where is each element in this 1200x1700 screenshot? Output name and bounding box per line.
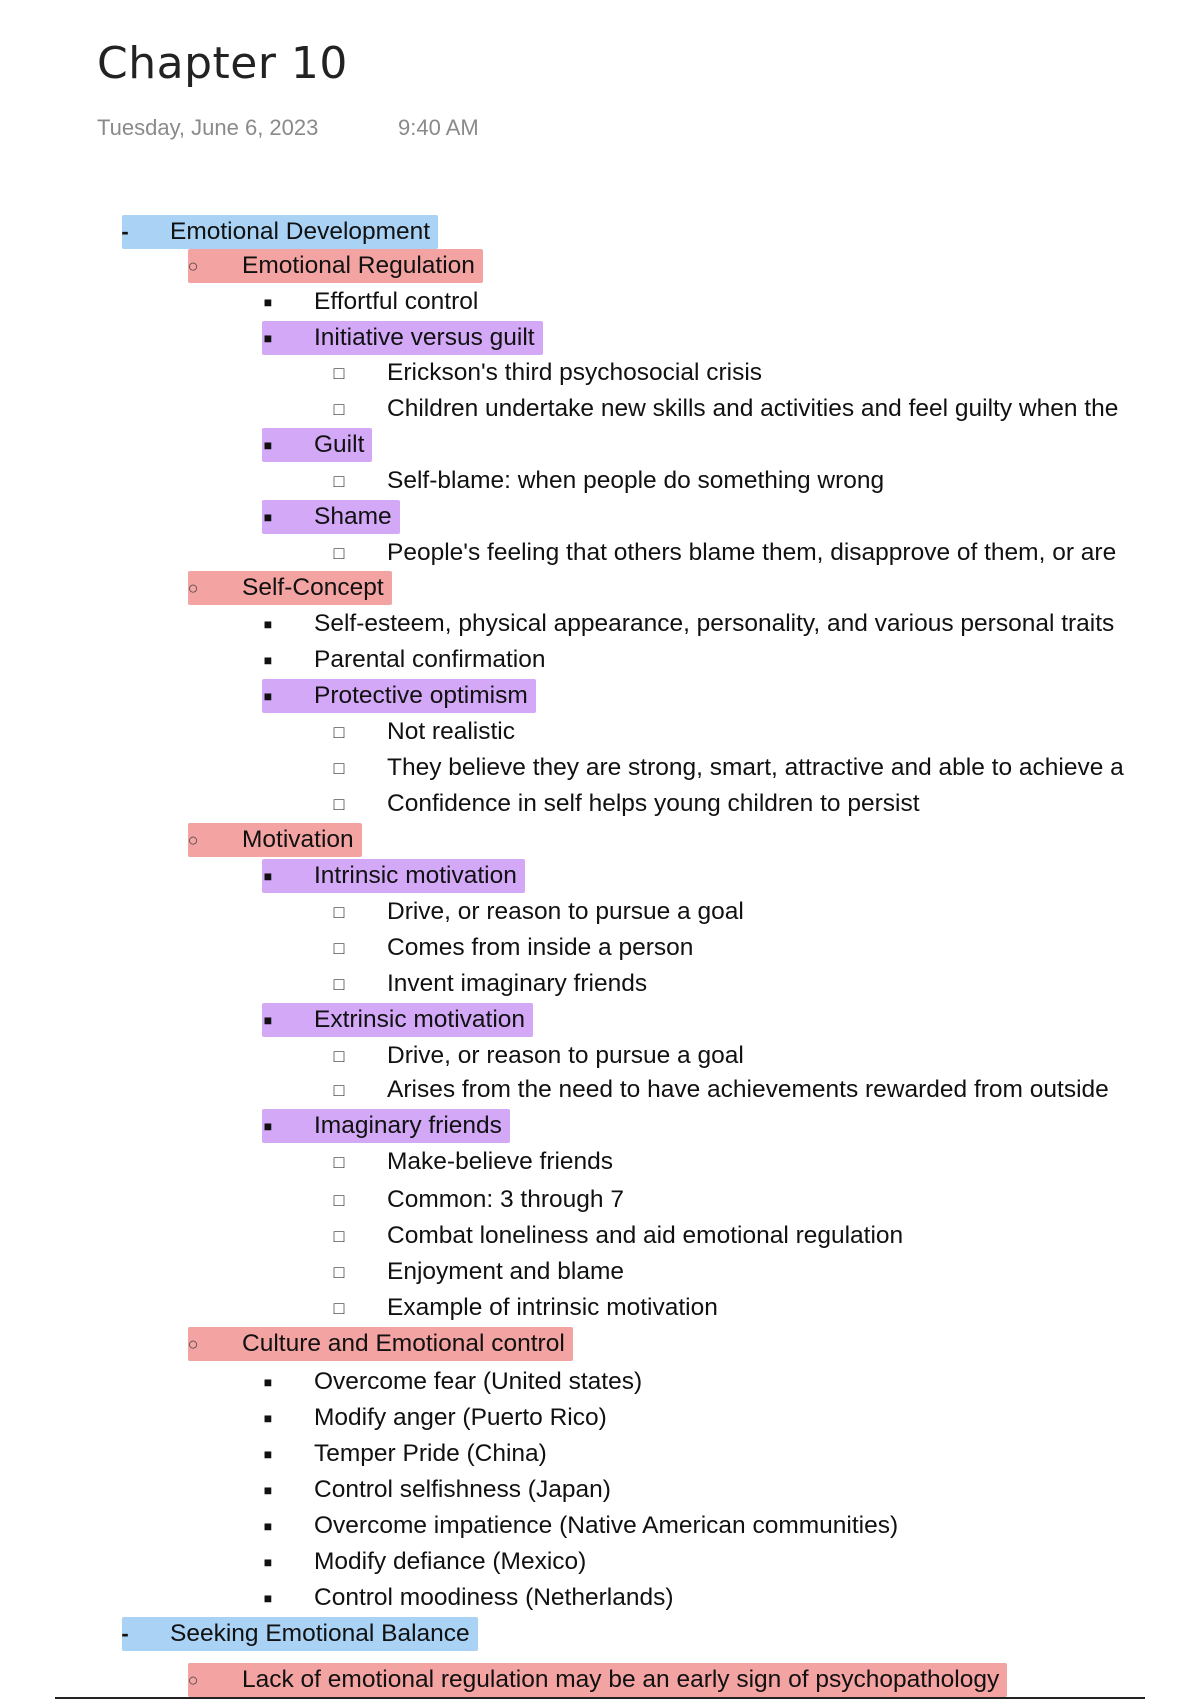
bullet-icon: ■ — [263, 1554, 273, 1570]
outline-item-text[interactable]: Control selfishness (Japan) — [314, 1476, 611, 1503]
bullet-icon: ■ — [263, 509, 273, 525]
outline-item-level-3[interactable] — [0, 1364, 1200, 1400]
outline-item-text[interactable]: Temper Pride (China) — [314, 1440, 547, 1467]
outline-item-level-4[interactable] — [0, 1144, 1200, 1180]
bullet-icon: □ — [333, 722, 345, 742]
outline-item-level-4[interactable] — [0, 930, 1200, 966]
outline-item-level-4[interactable] — [0, 1072, 1200, 1108]
outline-item-level-4[interactable] — [0, 1290, 1200, 1326]
bullet-icon: ■ — [263, 294, 273, 310]
outline-item-text[interactable]: Imaginary friends — [314, 1112, 502, 1139]
outline-item-text[interactable]: Modify anger (Puerto Rico) — [314, 1404, 607, 1431]
outline-item-level-4[interactable] — [0, 750, 1200, 786]
outline-item-text[interactable]: Confidence in self helps young children to persist — [387, 790, 920, 817]
outline-item-level-4[interactable] — [0, 535, 1200, 571]
outline-item-text[interactable]: Not realistic — [387, 718, 515, 745]
outline-item-level-1[interactable] — [0, 1616, 1200, 1652]
outline-item-level-4[interactable] — [0, 1038, 1200, 1074]
bullet-icon: □ — [333, 1152, 345, 1172]
outline-item-text[interactable]: Modify defiance (Mexico) — [314, 1548, 587, 1575]
outline-item-level-3[interactable] — [0, 858, 1200, 894]
outline-item-text[interactable]: Emotional Development — [170, 218, 431, 245]
outline-item-text[interactable]: Drive, or reason to pursue a goal — [387, 1042, 744, 1069]
outline-item-text[interactable]: Invent imaginary friends — [387, 970, 648, 997]
outline-item-level-2[interactable] — [0, 1662, 1200, 1698]
outline-item-level-4[interactable] — [0, 1218, 1200, 1254]
outline-item-text[interactable]: Motivation — [242, 826, 354, 853]
outline-item-text[interactable]: Example of intrinsic motivation — [387, 1294, 718, 1321]
outline-item-level-1[interactable] — [0, 214, 1200, 250]
bullet-icon: ■ — [263, 1590, 273, 1606]
outline-item-text[interactable]: Culture and Emotional control — [242, 1330, 565, 1357]
outline-item-text[interactable]: Overcome impatience (Native American communities) — [314, 1512, 899, 1539]
outline-item-level-4[interactable] — [0, 714, 1200, 750]
bullet-icon: ■ — [263, 1518, 273, 1534]
outline-item-level-4[interactable] — [0, 966, 1200, 1002]
outline-item-level-3[interactable] — [0, 1108, 1200, 1144]
bullet-icon: - — [121, 1621, 129, 1646]
bullet-icon: □ — [333, 1226, 345, 1246]
outline-item-text[interactable]: Effortful control — [314, 288, 479, 315]
outline-item-text[interactable]: Self-Concept — [242, 574, 384, 601]
bullet-icon: ○ — [187, 578, 199, 598]
note-date: Tuesday, June 6, 2023 — [97, 115, 319, 140]
bullet-icon: ■ — [263, 616, 273, 632]
bullet-icon: □ — [333, 471, 345, 491]
outline-item-level-4[interactable] — [0, 894, 1200, 930]
outline-item-text[interactable]: Children undertake new skills and activities and feel guilty when the — [387, 395, 1119, 422]
outline-item-level-4[interactable] — [0, 786, 1200, 822]
outline-item-text[interactable]: Combat loneliness and aid emotional regulation — [387, 1222, 904, 1249]
outline-item-level-2[interactable] — [0, 1326, 1200, 1362]
bullet-icon: □ — [333, 938, 345, 958]
bullet-icon: □ — [333, 1262, 345, 1282]
outline-item-text[interactable]: Self-blame: when people do something wrong — [387, 467, 885, 494]
outline-item-text[interactable]: Make-believe friends — [387, 1148, 614, 1175]
outline-item-text[interactable]: Overcome fear (United states) — [314, 1368, 643, 1395]
bullet-icon: □ — [333, 1046, 345, 1066]
bullet-icon: ○ — [187, 1334, 199, 1354]
bullet-icon: □ — [333, 1190, 345, 1210]
outline-item-text[interactable]: People's feeling that others blame them, disapprove of them, or are — [387, 539, 1117, 566]
bullet-icon: □ — [333, 794, 345, 814]
outline-item-level-3[interactable] — [0, 1580, 1200, 1616]
outline-item-text[interactable]: Shame — [314, 503, 392, 530]
outline-item-text[interactable]: Enjoyment and blame — [387, 1258, 624, 1285]
outline-item-level-4[interactable] — [0, 1182, 1200, 1218]
outline-item-text[interactable]: Erickson's third psychosocial crisis — [387, 359, 763, 386]
bullet-icon: ■ — [263, 1446, 273, 1462]
outline-item-level-2[interactable] — [0, 822, 1200, 858]
outline-item-level-2[interactable] — [0, 570, 1200, 606]
outline-item-text[interactable]: Protective optimism — [314, 682, 528, 709]
bullet-icon: ■ — [263, 1374, 273, 1390]
bullet-icon: ■ — [263, 868, 273, 884]
bullet-icon: ■ — [263, 437, 273, 453]
outline-item-text[interactable]: Lack of emotional regulation may be an early sign of psychopathology — [242, 1666, 1000, 1693]
outline-item-level-3[interactable] — [0, 1472, 1200, 1508]
outline-item-level-3[interactable] — [0, 320, 1200, 356]
outline-item-level-3[interactable] — [0, 284, 1200, 320]
bullet-icon: □ — [333, 543, 345, 563]
outline-item-level-3[interactable] — [0, 642, 1200, 678]
outline-item-text[interactable]: Initiative versus guilt — [314, 324, 535, 351]
bullet-icon: - — [121, 219, 129, 244]
bullet-icon: ■ — [263, 652, 273, 668]
note-time: 9:40 AM — [398, 115, 479, 140]
outline-item-text[interactable]: Seeking Emotional Balance — [170, 1620, 470, 1647]
outline-item-level-3[interactable] — [0, 427, 1200, 463]
outline-item-text[interactable]: Guilt — [314, 431, 365, 458]
bullet-icon: □ — [333, 363, 345, 383]
bullet-icon: ■ — [263, 330, 273, 346]
bullet-icon: □ — [333, 974, 345, 994]
outline-item-level-4[interactable] — [0, 391, 1200, 427]
bullet-icon: ■ — [263, 688, 273, 704]
bullet-icon: □ — [333, 399, 345, 419]
bullet-icon: ■ — [263, 1118, 273, 1134]
outline-item-text[interactable]: Arises from the need to have achievements rewarded from outside — [387, 1076, 1109, 1103]
bullet-icon: □ — [333, 1298, 345, 1318]
outline-item-text[interactable]: Extrinsic motivation — [314, 1006, 526, 1033]
outline-item-text[interactable]: Comes from inside a person — [387, 934, 694, 961]
page-title[interactable]: Chapter 10 — [97, 38, 348, 89]
outline-item-level-4[interactable] — [0, 463, 1200, 499]
bullet-icon: ○ — [187, 1670, 199, 1690]
outline-item-level-4[interactable] — [0, 1254, 1200, 1290]
bullet-icon: ■ — [263, 1482, 273, 1498]
outline-item-text[interactable]: Intrinsic motivation — [314, 862, 517, 889]
bullet-icon: ○ — [187, 830, 199, 850]
outline-item-level-3[interactable] — [0, 606, 1200, 642]
outline-item-text[interactable]: Control moodiness (Netherlands) — [314, 1584, 674, 1611]
outline-item-text[interactable]: Parental confirmation — [314, 646, 546, 673]
outline-item-text[interactable]: Common: 3 through 7 — [387, 1186, 624, 1213]
outline-item-level-3[interactable] — [0, 499, 1200, 535]
outline-item-level-3[interactable] — [0, 1002, 1200, 1038]
outline-item-text[interactable]: Drive, or reason to pursue a goal — [387, 898, 744, 925]
bullet-icon: ■ — [263, 1012, 273, 1028]
outline-item-text[interactable]: Emotional Regulation — [242, 252, 475, 279]
outline-item-level-4[interactable] — [0, 355, 1200, 391]
outline-item-level-3[interactable] — [0, 678, 1200, 714]
outline-item-level-3[interactable] — [0, 1508, 1200, 1544]
outline-item-level-3[interactable] — [0, 1544, 1200, 1580]
outline-item-level-3[interactable] — [0, 1400, 1200, 1436]
outline-item-level-2[interactable] — [0, 248, 1200, 284]
bullet-icon: □ — [333, 758, 345, 778]
outline-item-text[interactable]: Self-esteem, physical appearance, personality, and various personal traits — [314, 610, 1115, 637]
outline-item-level-3[interactable] — [0, 1436, 1200, 1472]
page-divider — [55, 1697, 1145, 1699]
bullet-icon: □ — [333, 902, 345, 922]
bullet-icon: □ — [333, 1080, 345, 1100]
bullet-icon: ○ — [187, 256, 199, 276]
bullet-icon: ■ — [263, 1410, 273, 1426]
outline-item-text[interactable]: They believe they are strong, smart, attractive and able to achieve a — [387, 754, 1124, 781]
